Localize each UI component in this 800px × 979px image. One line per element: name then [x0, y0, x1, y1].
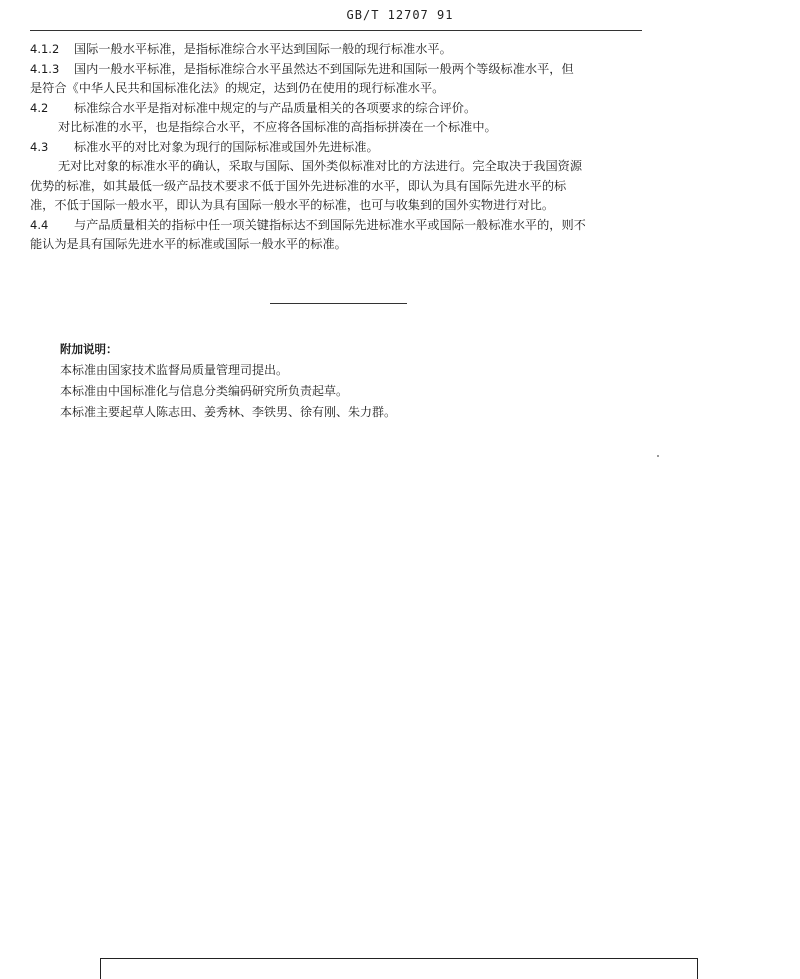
clause-text-line1: 国内一般水平标准，是指标准综合水平虽然达不到国际先进和国际一般两个等级标准水平，但 — [74, 61, 574, 76]
clauses-section — [30, 40, 645, 255]
clause-4-3 — [30, 138, 645, 158]
scan-speck — [657, 455, 659, 457]
clause-4-1-3 — [30, 60, 645, 80]
clause-4-3-cont-3 — [30, 196, 645, 216]
footer-frame — [100, 958, 698, 979]
end-of-text-rule — [270, 303, 407, 304]
notes-title: 附加说明： — [60, 342, 118, 356]
clause-number: 4.2 — [30, 100, 49, 115]
clause-text: 国际一般水平标准，是指标准综合水平达到国际一般的现行标准水平。 — [74, 42, 452, 56]
clause-4-1-2 — [30, 40, 645, 60]
clause-4-4 — [30, 216, 645, 236]
clause-text-line1: 与产品质量相关的指标中任一项关键指标达不到国际先进标准水平或国际一般标准水平的，则不 — [74, 217, 586, 232]
notes-line: 本标准主要起草人陈志田、姜秀林、李铁男、徐有刚、朱力群。 — [60, 405, 397, 419]
clause-text: 标准综合水平是指对标准中规定的与产品质量相关的各项要求的综合评价。 — [74, 100, 477, 115]
clause-number: 4.1.2 — [30, 42, 60, 56]
clause-text-line2: 是符合《中华人民共和国标准化法》的规定，达到仍在使用的现行标准水平。 — [30, 81, 445, 95]
clause-4-4-cont — [30, 235, 645, 255]
clause-continuation-line2: 优势的标准，如其最低一级产品技术要求不低于国外先进标准的水平，即认为具有国际先进水平的标 — [30, 178, 567, 193]
clause-4-3-cont-1 — [30, 157, 645, 177]
notes-line: 本标准由中国标准化与信息分类编码研究所负责起草。 — [60, 384, 349, 398]
clause-4-3-cont-2 — [30, 177, 645, 197]
additional-notes — [60, 339, 620, 423]
clause-number: 4.3 — [30, 139, 49, 154]
clause-4-2-cont — [30, 118, 645, 138]
clause-continuation-line3: 准，不低于国际一般水平，即认为具有国际一般水平的标准，也可与收集到的国外实物进行对比。 — [30, 198, 555, 212]
clause-4-2 — [30, 99, 645, 119]
clause-number: 4.4 — [30, 217, 49, 232]
clause-text-line2: 能认为是具有国际先进水平的标准或国际一般水平的标准。 — [30, 237, 347, 251]
header-rule — [30, 30, 642, 31]
clause-number: 4.1.3 — [30, 61, 60, 76]
clause-4-1-3-cont — [30, 79, 645, 99]
clause-continuation-line1: 无对比对象的标准水平的确认，采取与国际、国外类似标准对比的方法进行。完全取决于我国资源 — [58, 159, 583, 173]
clause-text: 标准水平的对比对象为现行的国际标准或国外先进标准。 — [74, 139, 379, 154]
standard-code-header: GB/T 12707 91 — [346, 8, 454, 22]
notes-line: 本标准由国家技术监督局质量管理司提出。 — [60, 363, 289, 377]
clause-continuation: 对比标准的水平，也是指综合水平，不应将各国标准的高指标拼凑在一个标准中。 — [58, 120, 497, 134]
